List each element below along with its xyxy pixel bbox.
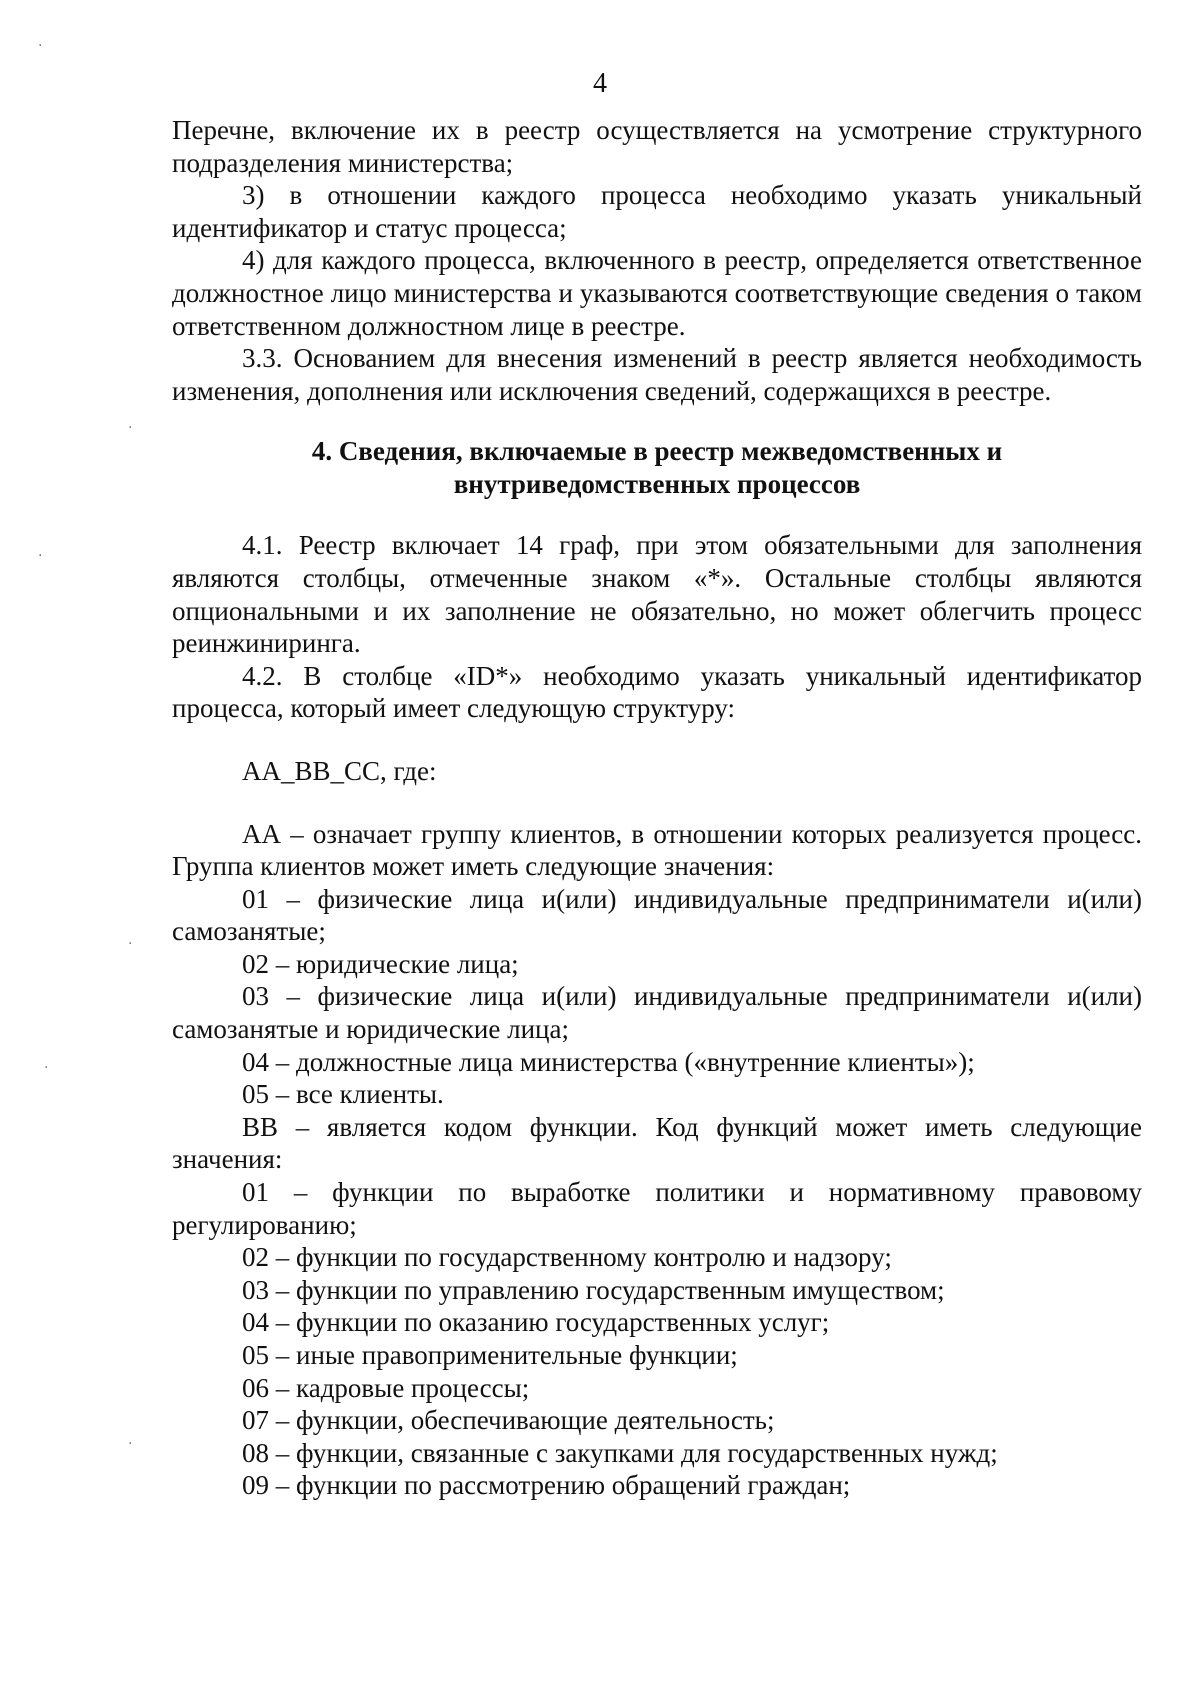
aa-intro: АА – означает группу клиентов, в отношении которых реализуется процесс. Группа клиентов может иметь следующие значения: (172, 818, 1142, 882)
list-item: 02 – юридические лица; (242, 948, 519, 979)
list-item: 01 – физические лица и(или) индивидуальные предприниматели и(или) самозанятые; (172, 883, 1142, 947)
paragraph: Перечне, включение их в реестр осуществляется на усмотрение структурного подразделения министерства; (172, 115, 1142, 178)
paragraph: 3.3. Основанием для внесения изменений в реестр является необходимость изменения, дополнения или исключения сведений, содержащихся в реестре. (172, 343, 1142, 406)
section-heading-line: внутриведомственных процессов (453, 469, 861, 500)
list-item: 03 – физические лица и(или) индивидуальные предприниматели и(или) самозанятые и юридические лица; (172, 981, 1142, 1045)
list-item: 08 – функции, связанные с закупками для государственных нужд; (242, 1437, 998, 1468)
page-number: 4 (593, 68, 607, 99)
id-format: AA_BB_CC, где: (242, 755, 437, 786)
list-item: 01 – функции по выработке политики и нормативному правовому регулированию; (172, 1177, 1142, 1240)
scan-mark: · (38, 38, 43, 54)
bb-intro: ВВ – является кодом функции. Код функций может иметь следующие значения: (172, 1111, 1142, 1175)
list-item: 07 – функции, обеспечивающие деятельность; (242, 1405, 775, 1436)
scan-mark: · (128, 1436, 133, 1452)
list-item: 03 – функции по управлению государственным имуществом; (242, 1274, 945, 1305)
list-item: 05 – все клиенты. (242, 1079, 444, 1110)
paragraph: 4.2. В столбце «ID*» необходимо указать уникальный идентификатор процесса, который имеет следующую структуру: (172, 660, 1142, 724)
scan-mark: · (44, 1060, 49, 1076)
scan-mark: · (38, 548, 43, 564)
list-item: 02 – функции по государственному контролю и надзору; (242, 1242, 892, 1273)
section-heading (172, 435, 1142, 501)
list-item: 04 – должностные лица министерства («внутренние клиенты»); (242, 1046, 975, 1077)
paragraph: 4.1. Реестр включает 14 граф, при этом обязательными для заполнения являются столбцы, отмеченные знаком «*». Остальные столбцы являются опциональными и их заполнение не обязательно, но может облегчить процесс реинжиниринга. (172, 530, 1142, 659)
scan-mark: · (128, 936, 133, 952)
paragraph: 3) в отношении каждого процесса необходимо указать уникальный идентификатор и статус процесса; (172, 180, 1142, 243)
section-heading-line: 4. Сведения, включаемые в реестр межведомственных и (311, 436, 1003, 467)
document-body (172, 114, 1142, 1502)
list-item: 04 – функции по оказанию государственных услуг; (242, 1307, 830, 1338)
list-item: 06 – кадровые процессы; (242, 1372, 530, 1403)
list-item: 05 – иные правоприменительные функции; (242, 1340, 738, 1370)
scan-mark: · (128, 420, 133, 436)
paragraph: 4) для каждого процесса, включенного в реестр, определяется ответственное должностное лицо министерства и указываются соответствующие сведения о таком ответственном должностном лице в реестре. (172, 245, 1142, 341)
list-item: 09 – функции по рассмотрению обращений граждан; (242, 1470, 851, 1501)
